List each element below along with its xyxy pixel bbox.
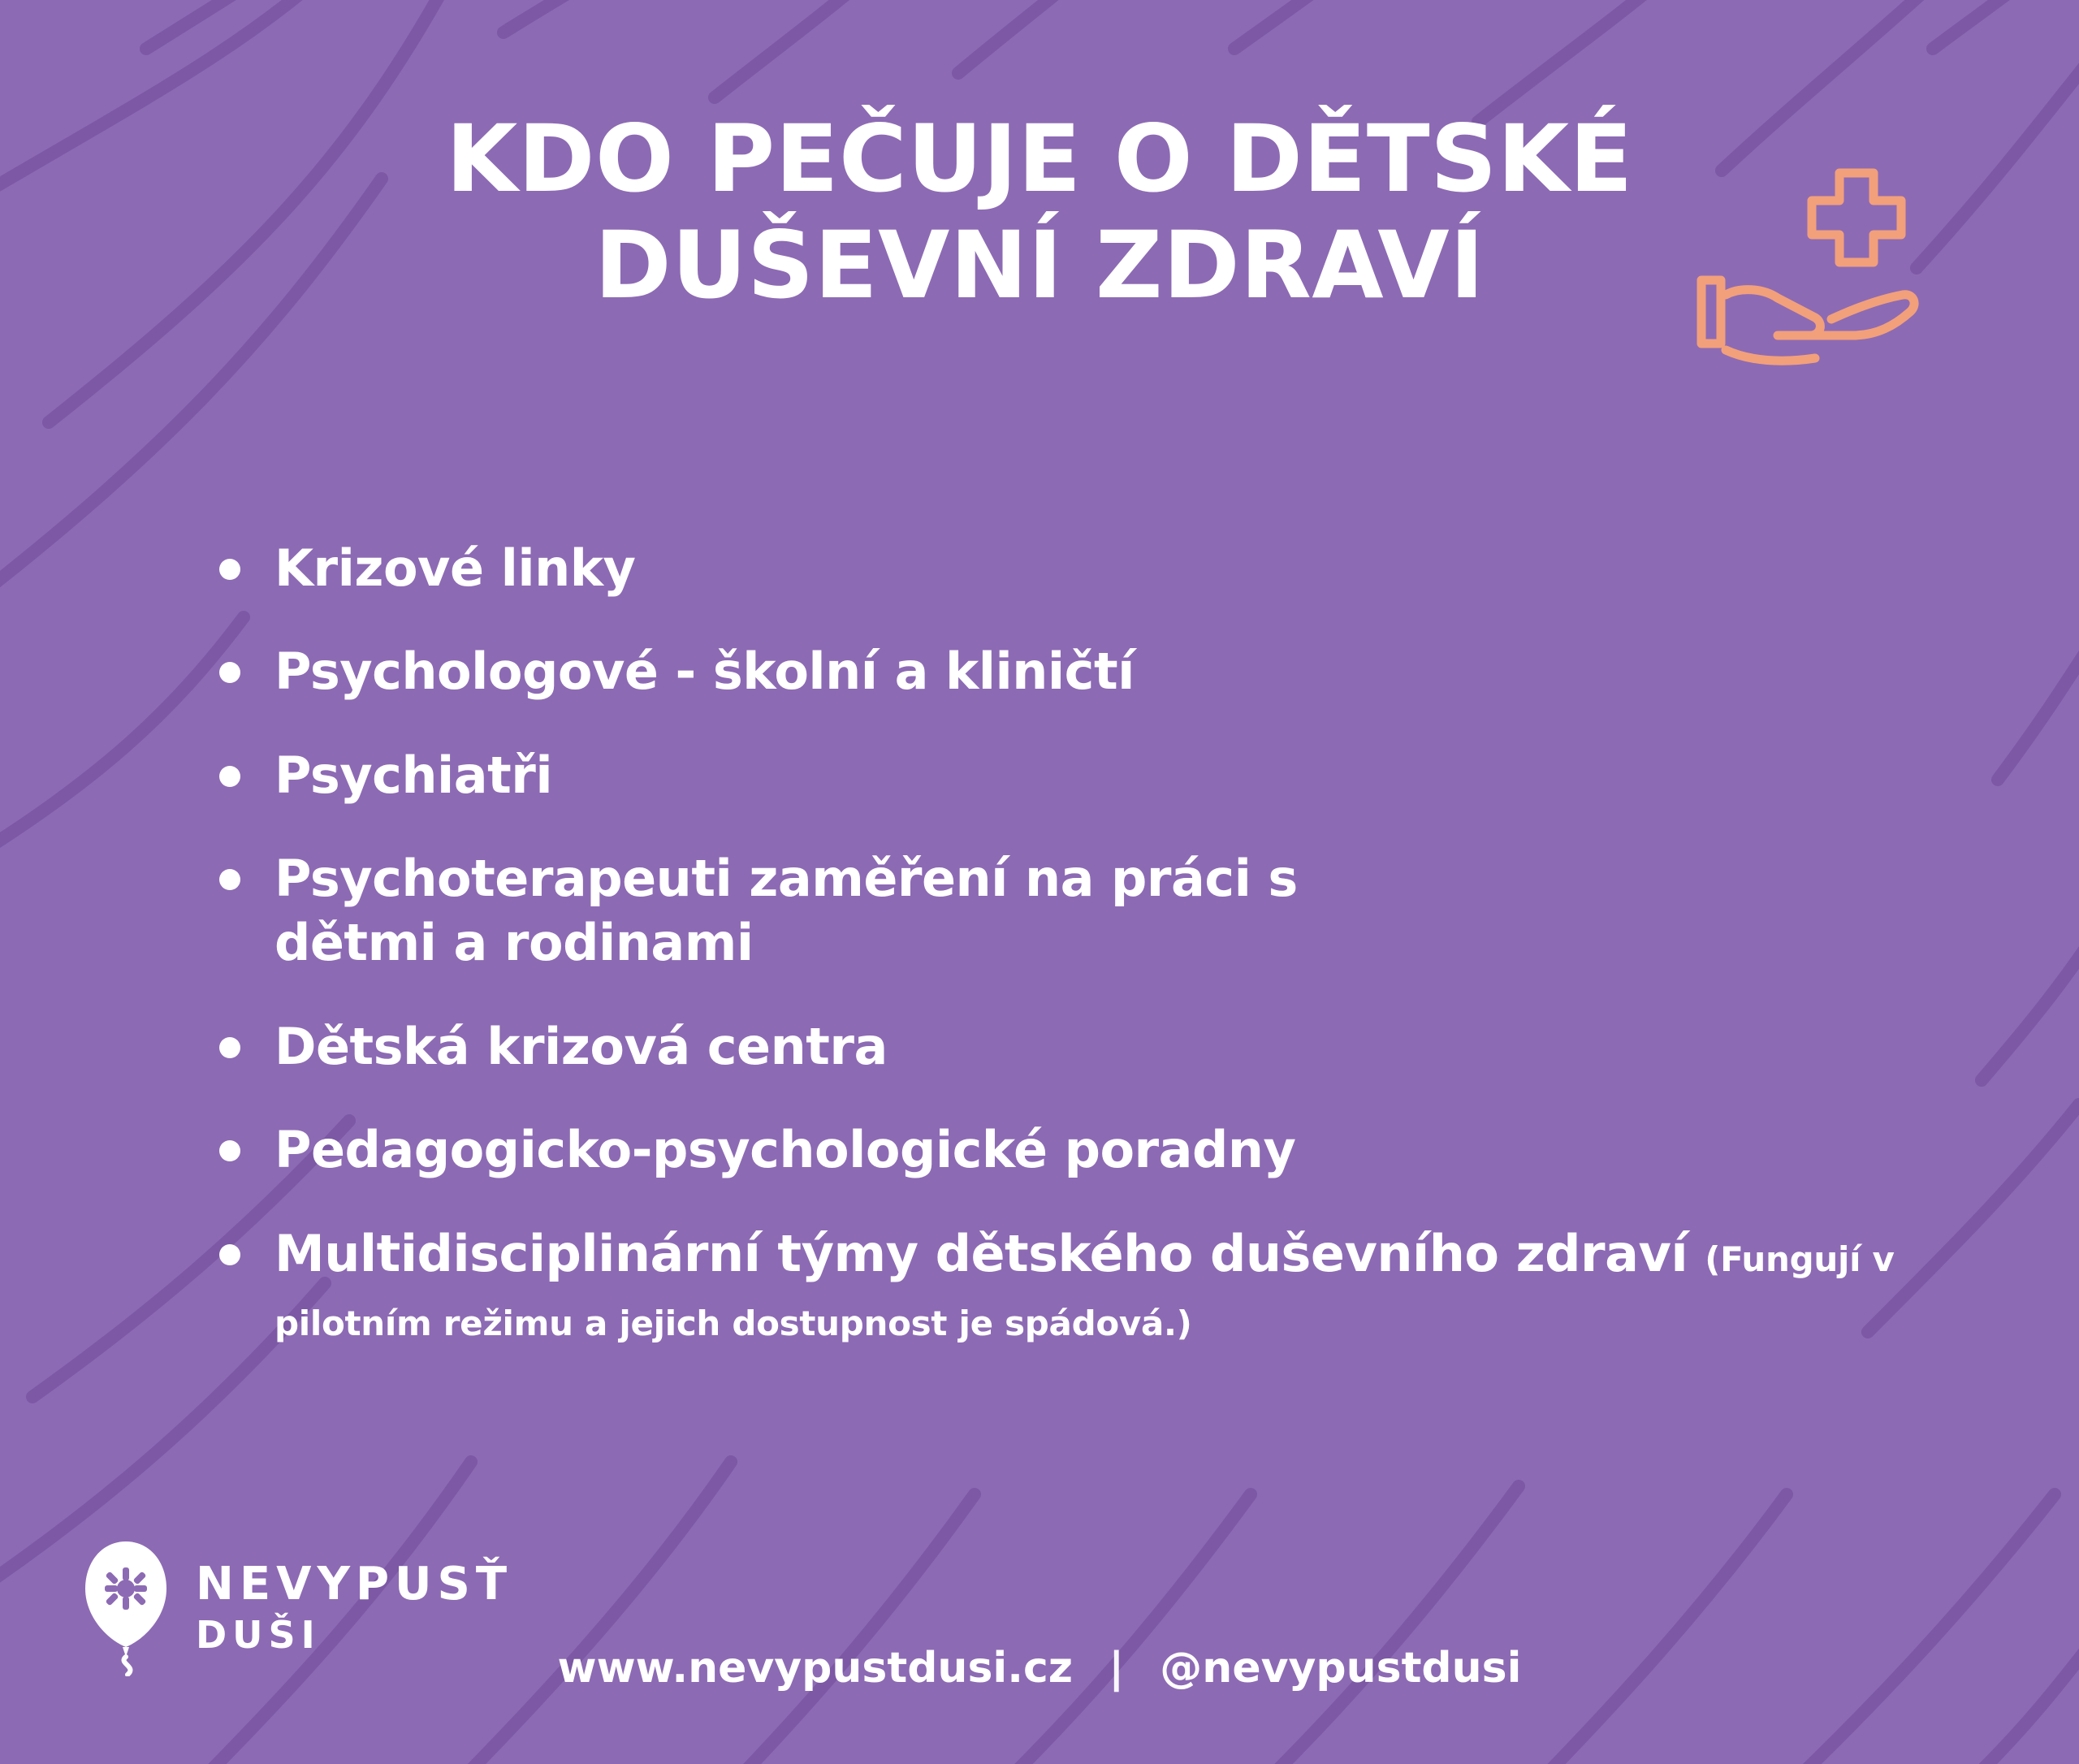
bullet-icon <box>219 559 240 580</box>
list-item-main-text: Multidisciplinární týmy dětského duševního zdraví <box>274 1223 1688 1283</box>
list-item-label: Psychoterapeuti zaměření na práci s dětmi a rodinami <box>274 849 1298 973</box>
title-line-1: KDO PEČUJE O DĚTSKÉ <box>446 105 1633 213</box>
bullet-icon <box>219 662 240 683</box>
bullet-icon <box>219 1037 240 1058</box>
list-item-label: Dětská krizová centra <box>274 1016 888 1076</box>
bullet-icon <box>219 1244 240 1265</box>
title-text <box>146 106 1933 318</box>
bullet-icon <box>219 1140 240 1161</box>
list-item <box>219 1014 1957 1079</box>
social-handle[interactable]: @nevypustdusi <box>1160 1644 1522 1693</box>
list-item <box>219 846 1957 975</box>
brand-name-sub: DUŠI <box>196 1613 321 1658</box>
brand-name <box>196 1557 512 1658</box>
list-item-note: (Fungují v pilotním režimu a jejich dostupnost je spádová.) <box>274 1239 1895 1343</box>
list-item-label: Krizové linky <box>274 538 636 598</box>
list-item <box>219 1118 1957 1182</box>
footer-links <box>0 1644 2079 1693</box>
list-item <box>219 743 1957 807</box>
website-link[interactable]: www.nevypustdusi.cz <box>557 1644 1074 1693</box>
brand-name-main: NEVYPUSŤ <box>196 1557 513 1611</box>
bullet-icon <box>219 766 240 787</box>
services-list <box>219 536 1957 1389</box>
bullet-icon <box>219 869 240 890</box>
title-line-2: DUŠEVNÍ ZDRAVÍ <box>594 211 1485 320</box>
list-item <box>219 536 1957 600</box>
hand-holding-cross-icon <box>1693 158 1937 418</box>
list-item <box>219 1221 1957 1351</box>
footer-separator: | <box>1109 1644 1125 1693</box>
list-item-label <box>274 1221 1957 1351</box>
list-item-label: Psychologové - školní a kliničtí <box>274 642 1135 702</box>
list-item-label: Psychiatři <box>274 745 553 805</box>
list-item <box>219 639 1957 703</box>
list-item-label: Pedagogicko-psychologické poradny <box>274 1120 1296 1180</box>
